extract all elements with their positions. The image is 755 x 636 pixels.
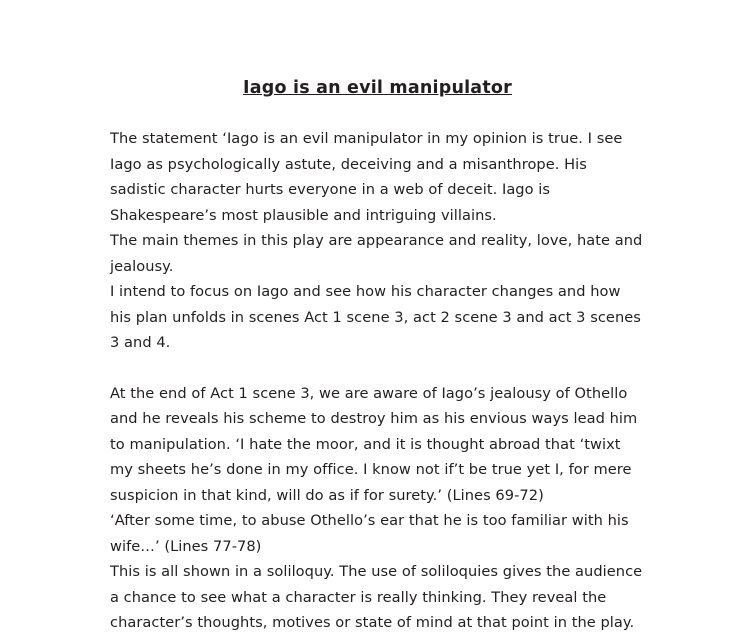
paragraph-themes: The main themes in this play are appearance and reality, love, hate and jealousy. <box>110 232 643 275</box>
paragraph-cut-off-line: character’s thoughts, motives or state of mind at that point in the play. <box>110 614 635 631</box>
paragraph-intention: I intend to focus on Iago and see how his character changes and how his plan unfolds in scenes Act 1 scene 3, act 2 scene 3 and act 3 scenes 3 and 4. <box>110 283 641 351</box>
page-title: Iago is an evil manipulator <box>243 78 512 98</box>
document-body <box>110 78 645 631</box>
paragraph-soliloquy: This is all shown in a soliloquy. The use of soliloquies gives the audience a chance to see what a character is really thinking. They reveal the <box>110 563 643 606</box>
paragraph-act1-analysis: At the end of Act 1 scene 3, we are aware of Iago’s jealousy of Othello and he reveals his scheme to destroy him as his envious ways lead him to manipulation. ‘I hate the moor, and it is thought abroad that ‘twixt my sheets he’s done in my office. I know not if’t be true yet I, for mere suspicion in that kind, will do as if for surety.’ (Lines 69-72) <box>110 384 638 504</box>
paragraph-quote-lines-77-78: ‘After some time, to abuse Othello’s ear that he is too familiar with his wife…’ (Lines 77-78) <box>110 512 629 555</box>
paragraph-intro: The statement ‘Iago is an evil manipulator in my opinion is true. I see Iago as psychologically astute, deceiving and a misanthrope. His sadistic character hurts everyone in a web of deceit. Iago is Shakespeare’s most plausible and intriguing villains. <box>110 130 623 224</box>
